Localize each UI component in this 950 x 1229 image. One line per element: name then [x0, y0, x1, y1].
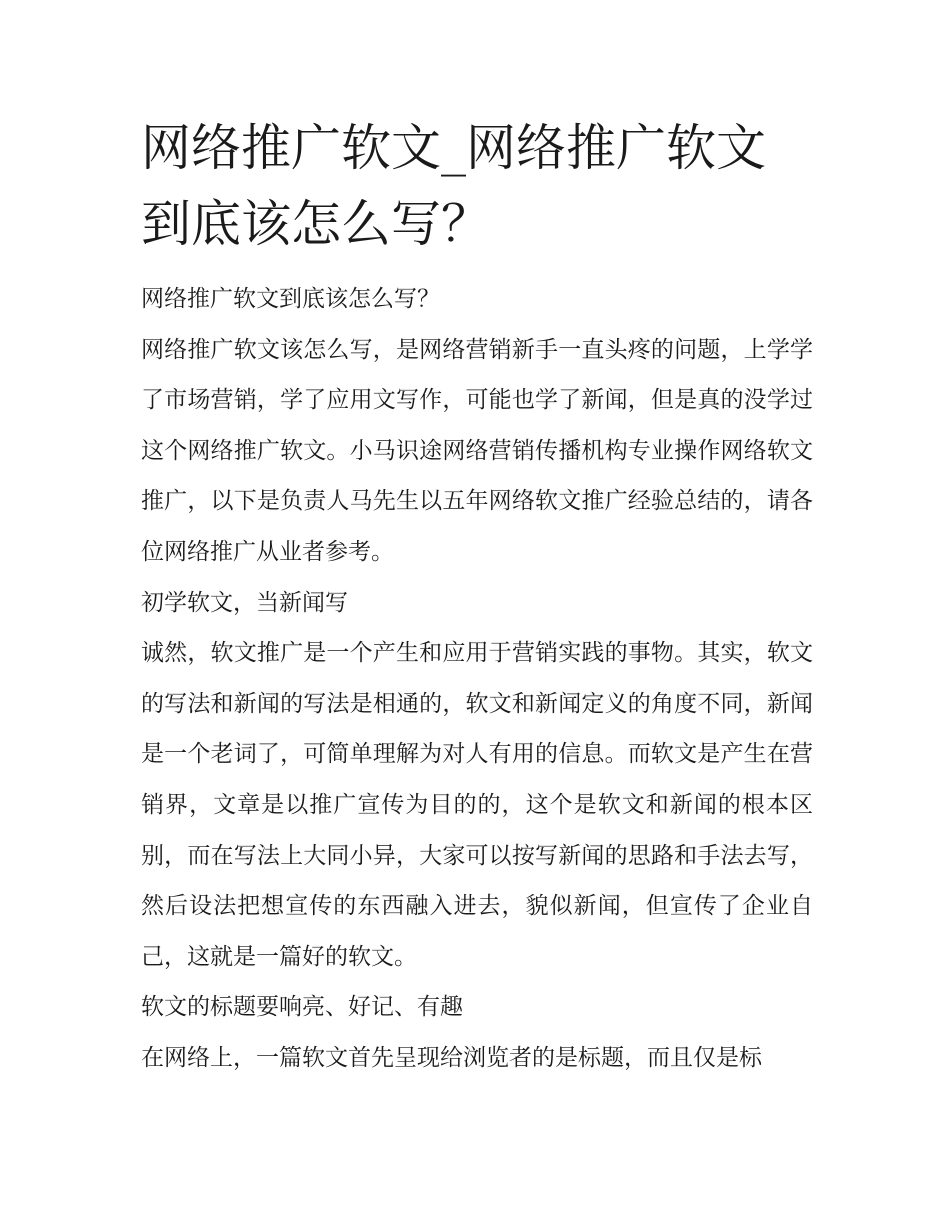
section-heading-news: 初学软文，当新闻写 [141, 589, 348, 616]
paragraph-title-importance: 在网络上，一篇软文首先呈现给浏览者的是标题，而且仅是标 [141, 1044, 762, 1071]
paragraph-news-writing: 诚然，软文推广是一个产生和应用于营销实践的事物。其实，软文的写法和新闻的写法是相通的，软文和新闻定义的角度不同，新闻是一个老词了，可简单理解为对人有用的信息。而软文是产生在营销界，文章是以推广宣传为目的的，这个是软文和新闻的根本区别，而在写法上大同小异，大家可以按写新闻的思路和手法去写，然后设法把想宣传的东西融入进去，貌似新闻，但宣传了企业自己，这就是一篇好的软文。 [141, 640, 813, 970]
document-title: 网络推广软文_网络推广软文到底该怎么写？ [141, 119, 766, 253]
section-heading-title: 软文的标题要响亮、好记、有趣 [141, 994, 463, 1021]
paragraph-intro: 网络推广软文该怎么写，是网络营销新手一直头疼的问题，上学学了市场营销，学了应用文写作，可能也学了新闻，但是真的没学过这个网络推广软文。小马识途网络营销传播机构专业操作网络软文推广，以下是负责人马先生以五年网络软文推广经验总结的，请各位网络推广从业者参考。 [141, 336, 813, 565]
paragraph-subtitle: 网络推广软文到底该怎么写？ [141, 286, 440, 312]
document-page [141, 110, 813, 1084]
